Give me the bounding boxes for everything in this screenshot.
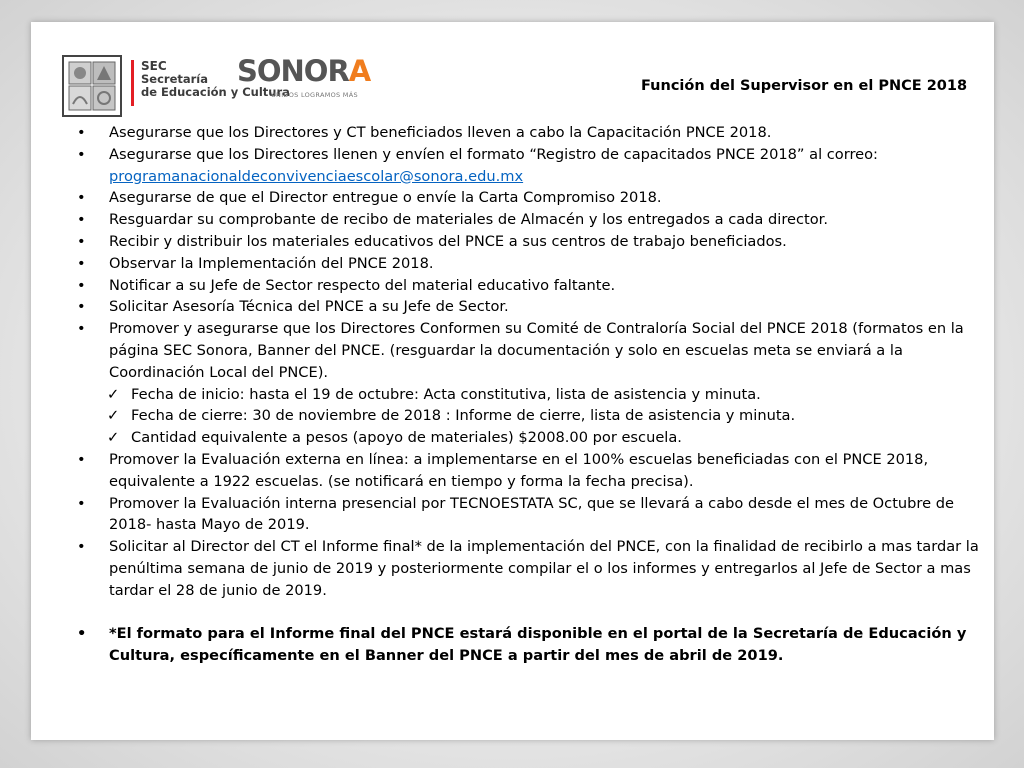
sec-logo [61, 50, 290, 122]
email-link[interactable]: programanacionaldeconvivenciaescolar@sonora.edu.mx [109, 167, 524, 185]
sub-item: ✓ Fecha de inicio: hasta el 19 de octubre: Acta constitutiva, lista de asistencia y minuta. [77, 384, 992, 406]
bullet-icon: • [77, 494, 86, 512]
list-item: • Recibir y distribuir los materiales educativos del PNCE a sus centros de trabajo beneficiados. [77, 231, 992, 253]
list-item: • Notificar a su Jefe de Sector respecto del material educativo faltante. [77, 275, 992, 297]
sonora-logo [237, 54, 372, 104]
list-item: • Promover y asegurarse que los Directores Conformen su Comité de Contraloría Social del PNCE 2018 (formatos en la página SEC Sonora, Banner del PNCE. (resguardar la documentación y solo en escuelas meta se enviará a la Coordinación Local del PNCE). [77, 320, 964, 381]
list-item: • Asegurarse de que el Director entregue o envíe la Carta Compromiso 2018. [77, 187, 992, 209]
sec-logo-text: SEC Secretaría de Educación y Cultura [141, 59, 290, 99]
bullet-icon: • [77, 538, 86, 556]
main-content [77, 122, 992, 667]
list-item: • Promover la Evaluación interna presencial por TECNOESTATA SC, que se llevará a cabo desde el mes de Octubre de 2018- hasta Mayo de 2019. [77, 494, 954, 534]
bullet-icon: • [77, 298, 86, 316]
list-item: • Resguardar su comprobante de recibo de materiales de Almacén y los entregados a cada director. [77, 209, 992, 231]
list-item: • Promover la Evaluación externa en línea: a implementarse en el 100% escuelas beneficiadas con el PNCE 2018, equivalente a 1922 escuelas. (se notificará en tiempo y forma la fecha precisa). [77, 450, 929, 490]
check-icon: ✓ [107, 385, 120, 403]
bullet-icon: • [77, 124, 86, 141]
sub-item: ✓ Cantidad equivalente a pesos (apoyo de materiales) $2008.00 por escuela. [77, 427, 992, 449]
check-icon: ✓ [107, 429, 120, 447]
page-title: Función del Supervisor en el PNCE 2018 [641, 78, 968, 94]
bullet-icon: • [77, 254, 86, 272]
list-item: • Asegurarse que los Directores llenen y envíen el formato “Registro de capacitados PNCE 2018” al correo: programanacionaldeconvivenciaescolar@sonora.edu.mx [77, 145, 878, 185]
bullet-icon: • [77, 320, 86, 338]
list-item: • Solicitar Asesoría Técnica del PNCE a su Jefe de Sector. [77, 296, 992, 318]
list-item: • Solicitar al Director del CT el Informe final* de la implementación del PNCE, con la finalidad de recibirlo a mas tardar la penúltima semana de junio de 2019 y posteriormente compilar el o los informes y entregarlos al Jefe de Sector a mas tardar el 28 de junio de 2019. [77, 538, 979, 599]
bullet-icon: • [77, 276, 86, 294]
sub-item: ✓ Fecha de cierre: 30 de noviembre de 2018 : Informe de cierre, lista de asistencia y minuta. [77, 405, 992, 427]
bullet-icon: • [77, 145, 86, 163]
bullet-icon: • [77, 189, 86, 207]
slide [31, 22, 994, 740]
list-item: • Asegurarse que los Directores y CT beneficiados lleven a cabo la Capacitación PNCE 2018. [77, 122, 992, 144]
sonora-tagline: UNIDOS LOGRAMOS MÁS [271, 91, 358, 99]
bullet-icon: • [77, 625, 87, 643]
spacer [77, 602, 992, 624]
bullet-icon: • [77, 450, 86, 468]
sonora-wordmark: SONORA [237, 54, 371, 88]
bullet-icon: • [77, 232, 86, 250]
check-icon: ✓ [107, 407, 120, 425]
sec-divider [131, 60, 134, 106]
sec-emblem-icon [61, 50, 123, 122]
bullet-icon: • [77, 211, 86, 229]
note-item: • *El formato para el Informe final del PNCE estará disponible en el portal de la Secretaría de Educación y Cultura, específicamente en el Banner del PNCE a partir del mes de abril de 2019. [77, 625, 967, 665]
list-item: • Observar la Implementación del PNCE 2018. [77, 253, 992, 275]
